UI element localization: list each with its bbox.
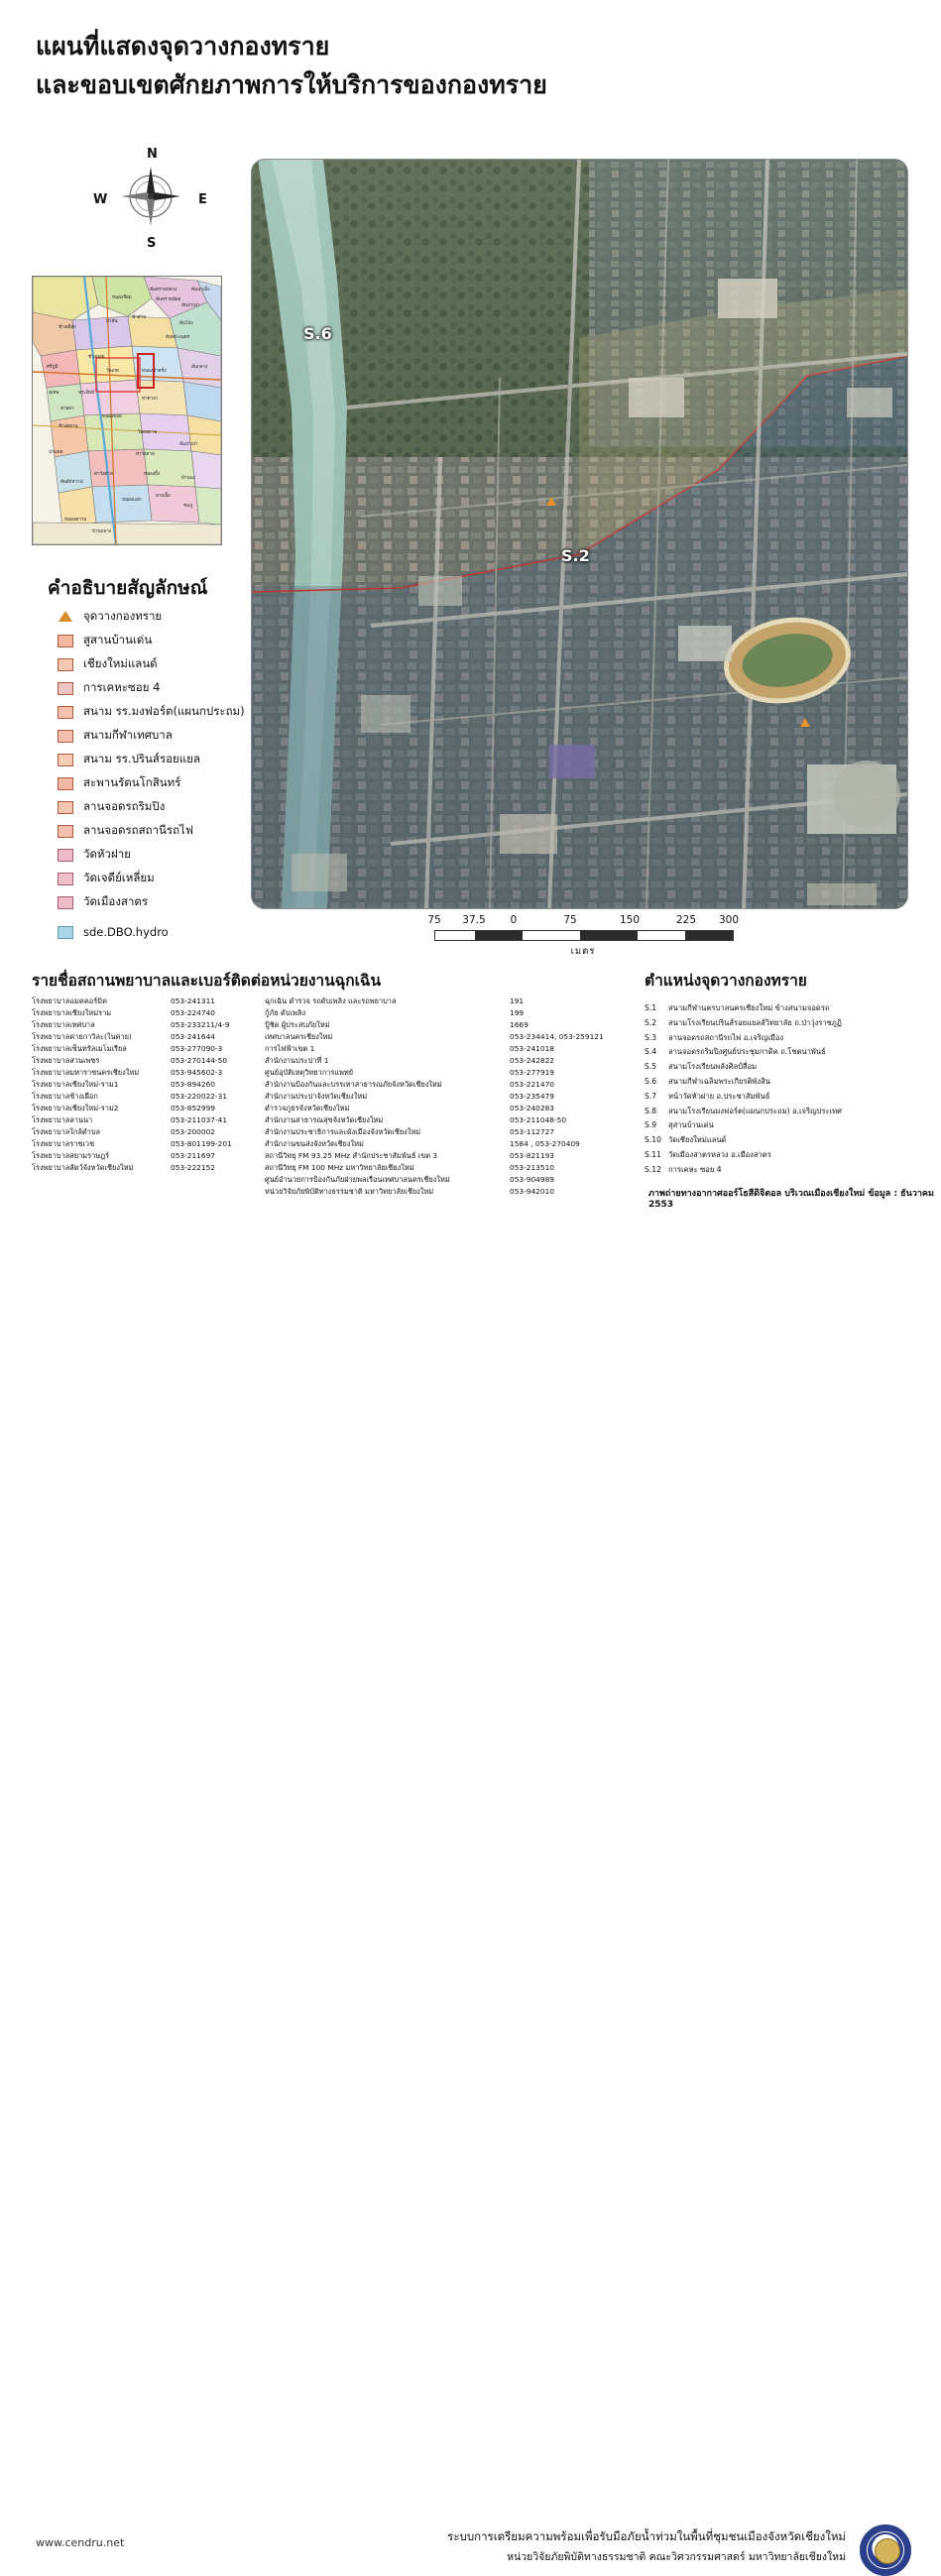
legend-item-label: ลานจอดรถสถานีรถไฟ (83, 823, 193, 837)
title-line-2: และขอบเขตศักยภาพการให้บริการของกองทราย (36, 69, 547, 99)
svg-text:สันพระเนตร: สันพระเนตร (166, 335, 190, 340)
svg-text:พระสิงห์: พระสิงห์ (78, 391, 95, 396)
table-row: สถานีวิทยุ FM 100 MHz มหาวิทยาลัยเชียงใหม่ 053-213510 (265, 1162, 554, 1172)
sand-site-marker-s2[interactable] (800, 718, 810, 727)
svg-text:หนองควาย: หนองควาย (64, 518, 87, 523)
sand-site-marker-s6[interactable] (546, 497, 556, 506)
svg-text:หนองหอย: หนองหอย (102, 414, 122, 419)
svg-text:สันกลาง: สันกลาง (191, 365, 208, 370)
svg-text:ฟ้าฮ่าม: ฟ้าฮ่าม (132, 315, 147, 320)
table-row: กู้ภัย ดับเพลิง 199 (265, 1007, 525, 1017)
legend-item-label: sde.DBO.hydro (83, 925, 169, 939)
scale-tick: 75 (563, 914, 577, 926)
legend-item (58, 652, 276, 676)
legend-swatch (58, 825, 73, 838)
list-item: S.4 ลานจอดรถริมปิงศูนย์ประชุมกาดิค ถ.โชตนาพันธ์ (645, 1047, 826, 1057)
title-line-1: แผนที่แสดงจุดวางกองทราย (36, 32, 330, 60)
footer-line-1: ระบบการเตรียมความพร้อมเพื่อรับมือภัยน้ำท่วมในพื้นที่ชุมชนเมืองจังหวัดเชียงใหม่ (447, 2529, 846, 2543)
table-row: ศูนย์อุบัติเหตุวิทยาการแพทย์ 053-277919 (265, 1067, 554, 1077)
map-site-label-s2: S.2 (561, 546, 590, 565)
list-item: S.2 สนามโรงเรียนปรินส์รอยแยลส์วิทยาลัย ถ.ป่าวุ่งราชภูฏิ (645, 1017, 842, 1027)
scale-tick: 37.5 (462, 914, 486, 926)
legend-swatch (58, 754, 73, 766)
legend-swatch (58, 682, 73, 695)
hospital-column-right (265, 995, 617, 1198)
table-row: ศูนย์อำนวยการป้องกันภัยฝ่ายพลเรือนเทศบาลนครเชียงใหม่ 053-904989 (265, 1174, 554, 1184)
legend-item-label: จุดวางกองทราย (83, 609, 163, 623)
table-row: สำนักงานขนส่งจังหวัดเชียงใหม่ 1584 , 053-270409 (265, 1138, 580, 1148)
svg-text:ช้างคลาน: ช้างคลาน (59, 424, 78, 429)
scale-tick: 75 (427, 914, 441, 926)
table-row: โรงพยาบาลเซ็นทรัลเมโมเรียล 053-277090-3 (32, 1043, 223, 1053)
legend-swatch (58, 801, 73, 814)
legend-item-label: วัดเจดีย์เหลี่ยม (83, 871, 155, 884)
scale-tick: 150 (619, 914, 641, 926)
legend-swatch (58, 635, 73, 647)
table-row: หน่วยวิจัยภัยพิบัติทางธรรมชาติ มหาวิทยาลัยเชียงใหม่ 053-942010 (265, 1186, 554, 1196)
legend-item-label: สนาม รร.มงฟอร์ต(แผนกประถม) (83, 704, 245, 718)
table-row: สำนักงานป้องกันและบรรเทาสาธารณภัยจังหวัดเชียงใหม่ 053-221470 (265, 1079, 554, 1089)
svg-text:หนองผึ้ง: หนองผึ้ง (144, 472, 161, 477)
list-item: S.7 หน้าวัดหัวฝาย อ.ประชาสัมพันธ์ (645, 1091, 770, 1101)
legend-swatch (58, 849, 73, 862)
svg-text:ป่าแดด: ป่าแดด (49, 450, 63, 455)
svg-text:สุเทพ: สุเทพ (49, 391, 59, 396)
svg-text:หนองแฝก: หนองแฝก (122, 498, 142, 503)
legend-item (58, 795, 276, 819)
list-item: S.3 ลานจอดรถสถานีรถไฟ อ.เจริญเมือง (645, 1032, 784, 1042)
list-item: S.11 วัดเมืองสาตรหลวง อ.เมืองสาตร (645, 1149, 771, 1159)
poster-title (36, 28, 730, 105)
legend-swatch (58, 873, 73, 885)
aerial-imagery (252, 160, 907, 908)
legend-item-label: วัดเมืองสาตร (83, 894, 149, 908)
footer (0, 1257, 941, 2563)
table-row: สำนักงานประปาจังหวัดเชียงใหม่ 053-235479 (265, 1091, 554, 1101)
legend-item-label: สนาม รร.ปรินส์รอยแยล (83, 752, 200, 765)
list-item: S.10 วัดเชียงใหม่แลนด์ (645, 1135, 727, 1145)
legend-swatch (58, 658, 73, 671)
scale-tick: 0 (510, 914, 518, 926)
list-item: S.6 สนามกีฬาเฉลิมพระเกียรติพังสิน (645, 1076, 770, 1086)
compass-north-label: N (147, 147, 158, 162)
table-row: โรงพยาบาลเชียงใหม่-ราม2 053-852999 (32, 1103, 215, 1112)
scale-unit-label: เมตร (570, 946, 596, 957)
scale-tick: 225 (675, 914, 697, 926)
list-item: S.5 สนามโรงเรียนพลังศิลป์ลื่อม (645, 1062, 758, 1072)
sand-pile-icon (59, 611, 72, 622)
svg-text:สันทรายน้อย: สันทรายน้อย (156, 297, 181, 302)
legend-item (58, 605, 276, 629)
compass-rose (91, 149, 210, 258)
table-row: โรงพยาบาลแมคคอร์มิค 053-241311 (32, 996, 215, 1005)
table-row: สำนักงานสาธารณสุขจังหวัดเชียงใหม่ 053-211048-50 (265, 1114, 567, 1124)
svg-text:ชมภู: ชมภู (183, 504, 193, 509)
legend-swatch (58, 777, 73, 790)
svg-text:ท่าศาลา: ท่าศาลา (142, 397, 159, 402)
aerial-map[interactable] (251, 159, 908, 909)
svg-text:ยางเนิ้ง: ยางเนิ้ง (156, 494, 171, 499)
compass-east-label: E (198, 192, 207, 207)
legend-item-label: สนามกีฬาเทศบาล (83, 728, 173, 742)
legend-swatch (58, 896, 73, 909)
table-row: การไฟฟ้าเขต 1 053-241018 (265, 1043, 554, 1053)
legend-item-label: สูสานบ้านเด่น (83, 633, 153, 646)
footer-line-2: หน่วยวิจัยภัยพิบัติทางธรรมชาติ คณะวิศวกรรมศาสตร์ มหาวิทยาลัยเชียงใหม่ (507, 2551, 846, 2563)
svg-text:ช้างม่อย: ช้างม่อย (88, 355, 105, 360)
svg-text:ท่าวังตาล: ท่าวังตาล (94, 472, 113, 477)
svg-text:หนองจ๊อม: หนองจ๊อม (112, 295, 132, 300)
legend-swatch (58, 926, 73, 939)
legend-swatch (58, 706, 73, 719)
sites-list-title: ตำแหน่งจุดวางกองทราย (645, 972, 807, 990)
legend-swatch (58, 730, 73, 743)
svg-text:ศรีภูมิ: ศรีภูมิ (47, 365, 59, 370)
table-row: โรงพยาบาลสวนเพชร 053-270144-50 (32, 1055, 228, 1065)
legend-item-label: วัดหัวฝาย (83, 847, 131, 861)
hospital-column-left (32, 995, 265, 1198)
list-item: S.1 สนามกีฬานครบาลนครเชียงใหม่ ข้างสนามจอดรถ (645, 1003, 830, 1012)
table-row: โรงพยาบาลช้างเผือก 053-220022-31 (32, 1091, 228, 1101)
table-row: ฉุกเฉิน ตำรวจ รถดับเพลิง และรถพยาบาล 191 (265, 996, 525, 1005)
legend-item (58, 867, 276, 890)
scale-tick: 300 (718, 914, 740, 926)
table-row: โรงพยาบาลลานนา 053-211037-41 (32, 1114, 228, 1124)
legend (58, 605, 276, 944)
legend-item-label: การเคหะซอย 4 (83, 680, 161, 694)
svg-text:ป่าตัน: ป่าตัน (106, 319, 118, 324)
table-row: สำนักงานประปาที่ 1 053-242822 (265, 1055, 554, 1065)
table-row: โรงพยาบาลสัตว์จังหวัดเชียงใหม่ 053-222152 (32, 1162, 215, 1172)
svg-text:หายยา: หายยา (60, 407, 74, 411)
legend-item (58, 819, 276, 843)
table-row: โรงพยาบาลราชเวช 053-801199-201 (32, 1138, 232, 1148)
inset-locator-map (32, 276, 222, 545)
svg-text:วัดเกต: วัดเกต (106, 369, 119, 374)
table-row: โรงพยาบาลมหาราชนครเชียงใหม่ 053-945602-3 (32, 1067, 223, 1077)
hospital-table (32, 995, 617, 1198)
footer-url[interactable]: www.cendru.net (36, 2536, 125, 2549)
svg-text:โยธสถาน: โยธสถาน (138, 430, 158, 435)
table-row: ปู้ชิด ผู้ประสบภัยใหม่ 1669 (265, 1019, 529, 1029)
table-row: สำนักงานประชาธิการและผังเมืองจังหวัดเชียงใหม่ 053-112727 (265, 1126, 554, 1136)
legend-item-label: สะพานรัตนโกสินทร์ (83, 775, 181, 789)
photo-source-note: ภาพถ่ายทางอากาศออร์โธสีดิจิตอล บริเวณเมืองเชียงใหม่ ข้อมูล : ธันวาคม 2553 (648, 1189, 934, 1210)
svg-text:สันป่าเปา: สันป่าเปา (179, 442, 198, 447)
legend-item (58, 629, 276, 652)
scale-bar (426, 914, 754, 959)
legend-item (58, 890, 276, 914)
table-row: ตำรวจภูธรจังหวัดเชียงใหม่ 053-240283 (265, 1103, 554, 1112)
legend-item (58, 920, 276, 944)
table-row: โรงพยาบาลเชียงใหม่-ราม1 053-894260 (32, 1079, 215, 1089)
legend-item (58, 748, 276, 771)
svg-text:สันนาเม็ง: สันนาเม็ง (191, 288, 210, 293)
svg-text:สันผักหวาน: สันผักหวาน (60, 480, 83, 485)
compass-star-icon (119, 165, 182, 228)
svg-text:สันทรายหลวง: สันทรายหลวง (150, 288, 177, 293)
svg-text:บ้านกลาง: บ้านกลาง (92, 529, 112, 534)
compass-west-label: W (93, 192, 108, 207)
table-row: โรงพยาบาลเทศบาล 053-233211/4-9 (32, 1019, 230, 1029)
table-row: โรงพยาบาลเชียงใหม่ราม 053-224740 (32, 1007, 215, 1017)
legend-item-label: เชียงใหม่แลนด์ (83, 656, 158, 670)
svg-text:สันโป่ง: สันโป่ง (179, 321, 193, 326)
legend-title: คำอธิบายสัญลักษณ์ (48, 577, 208, 599)
table-row: สถานีวิทยุ FM 93.25 MHz สำนักประชาสัมพันธ์ เขต 3 053-821193 (265, 1150, 554, 1160)
legend-item (58, 724, 276, 748)
list-item: S.8 สนามโรงเรียนมงฟอร์ต(แผนกประถม) อ.เจริญประเทศ (645, 1106, 842, 1115)
hospital-table-title: รายชื่อสถานพยาบาลและเบอร์ติดต่อหน่วยงานฉุกเฉิน (32, 972, 382, 990)
table-row: เทศบาลนครเชียงใหม่ 053-234414, 053-259121 (265, 1031, 604, 1041)
list-item: S.9 สุสานบ้านเด่น (645, 1120, 714, 1130)
university-logo (860, 2524, 911, 2576)
compass-south-label: S (147, 236, 157, 251)
svg-text:บ้านบง: บ้านบง (181, 476, 195, 481)
legend-item (58, 700, 276, 724)
svg-text:หนองป่าครั่ง: หนองป่าครั่ง (142, 369, 167, 374)
legend-item (58, 676, 276, 700)
legend-item (58, 843, 276, 867)
svg-text:สันป่าเปา: สันป่าเปา (181, 303, 200, 308)
legend-item-label: ลานจอดรถริมปิง (83, 799, 166, 813)
list-item: S.12 การเคหะ ซอย 4 (645, 1164, 722, 1174)
table-row: โรงพยาบาลใกล้ตำบล 053-200002 (32, 1126, 215, 1136)
legend-item (58, 771, 276, 795)
map-site-label-s6: S.6 (303, 324, 332, 343)
table-row: โรงพยาบาลค่ายกาวิละ(ในค่าย) 053-241644 (32, 1031, 215, 1041)
sites-list (645, 1001, 941, 1178)
svg-text:ท่าวังตาล: ท่าวังตาล (136, 452, 155, 457)
table-row: โรงพยาบาลสยามราษฎร์ 053-211697 (32, 1150, 215, 1160)
svg-text:ช้างเผือก: ช้างเผือก (59, 325, 76, 330)
